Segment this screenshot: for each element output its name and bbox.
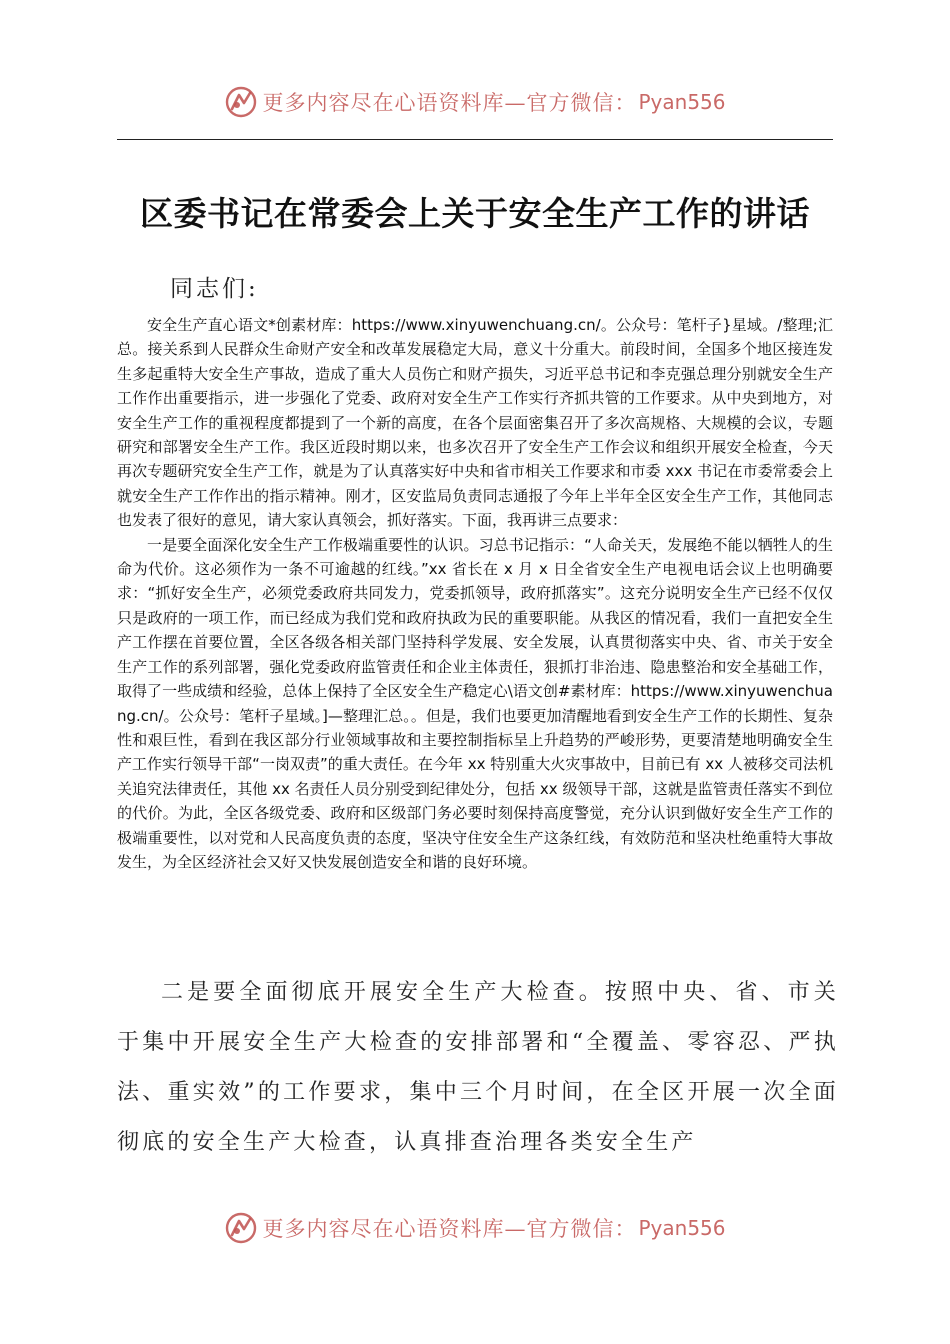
paragraph-large: 二是要全面彻底开展安全生产大检查。按照中央、省、市关于集中开展安全生产大检查的安排部署和“全覆盖、零容忍、严执法、重实效”的工作要求，集中三个月时间，在全区开展一次全面彻底的安全生产大检查，认真排查治理各类安全生产 — [117, 980, 839, 1155]
header-banner — [0, 80, 950, 124]
logo-icon — [224, 85, 258, 119]
paragraph: 一是要全面深化安全生产工作极端重要性的认识。习总书记指示：“人命关天，发展绝不能以牺牲人的生命为代价。这必须作为一条不可逾越的红线。”xx 省长在 x 月 x 日全省安全生产电视电话会议上也明确要求：“抓好安全生产，必须党委政府共同发力，党委抓领导，政府抓落实”。这充分说明安全生产已经不仅仅只是政府的一项工作，而已经成为我们党和政府执政为民的重要职能。从我区的情况看，我们一直把安全生产工作摆在首要位置，全区各级各相关部门坚持科学发展、安全发展，认真贯彻落实中央、省、市关于安全生产工作的系列部署，强化党委政府监管责任和企业主体责任，狠抓打非治违、隐患整治和安全基础工作，取得了一些成绩和经验，总体上保持了全区安全生产稳定心\语文创#素材库：https://www.xinyuwenchuang.cn/。公众号：笔杆子星域。]—整理汇总。。但是，我们也要更加清醒地看到安全生产工作的长期性、复杂性和艰巨性，看到在我区部分行业领域事故和主要控制指标呈上升趋势的严峻形势，更要清楚地明确安全生产工作实行领导干部“一岗双责”的重大责任。在今年 xx 特别重大火灾事故中，目前已有 xx 人被移交司法机关追究法律责任，其他 xx 名责任人员分别受到纪律处分，包括 xx 级领导干部，这就是监管责任落实不到位的代价。为此，全区各级党委、政府和区级部门务必要时刻保持高度警觉，充分认识到做好安全生产工作的极端重要性，以对党和人民高度负责的态度，坚决守住安全生产这条红线，有效防范和坚决杜绝重特大事故发生，为全区经济社会又好又快发展创造安全和谐的良好环境。 — [117, 535, 833, 871]
banner-text: 更多内容尽在心语资料库—官方微信： — [262, 91, 637, 115]
footer-banner — [0, 1206, 950, 1250]
banner-handle: Pyan556 — [638, 1216, 726, 1240]
logo-icon — [224, 1211, 258, 1245]
paragraph: 安全生产直心语文*创素材库：https://www.xinyuwenchuang.cn/。公众号：笔杆子}星域。/整理;汇总。接关系到人民群众生命财产安全和改革发展稳定大局，意义十分重大。前段时间，全国多个地区接连发生多起重特大安全生产事故，造成了重大人员伤亡和财产损失，习近平总书记和李克强总理分别就安全生产工作作出重要指示，进一步强化了党委、政府对安全生产工作实行齐抓共管的工作要求。从中央到地方，对安全生产工作的重视程度都提到了一个新的高度，在各个层面密集召开了多次高规格、大规模的会议，专题研究和部署安全生产工作。我区近段时期以来，也多次召开了安全生产工作会议和组织开展安全检查，今天再次专题研究安全生产工作，就是为了认真落实好中央和省市相关工作要求和市委 xxx 书记在市委常委会上就安全生产工作作出的指示精神。刚才，区安监局负责同志通报了今年上半年全区安全生产工作，其他同志也发表了很好的意见，请大家认真领会，抓好落实。下面，我再讲三点要求： — [117, 316, 833, 530]
banner-handle: Pyan556 — [638, 90, 726, 114]
body-text-large — [117, 968, 839, 1168]
document-title: 区委书记在常委会上关于安全生产工作的讲话 — [140, 194, 810, 233]
header-divider — [117, 139, 833, 140]
body-text — [117, 313, 833, 874]
banner-text: 更多内容尽在心语资料库—官方微信： — [262, 1217, 637, 1241]
salutation: 同志们: — [170, 276, 259, 302]
